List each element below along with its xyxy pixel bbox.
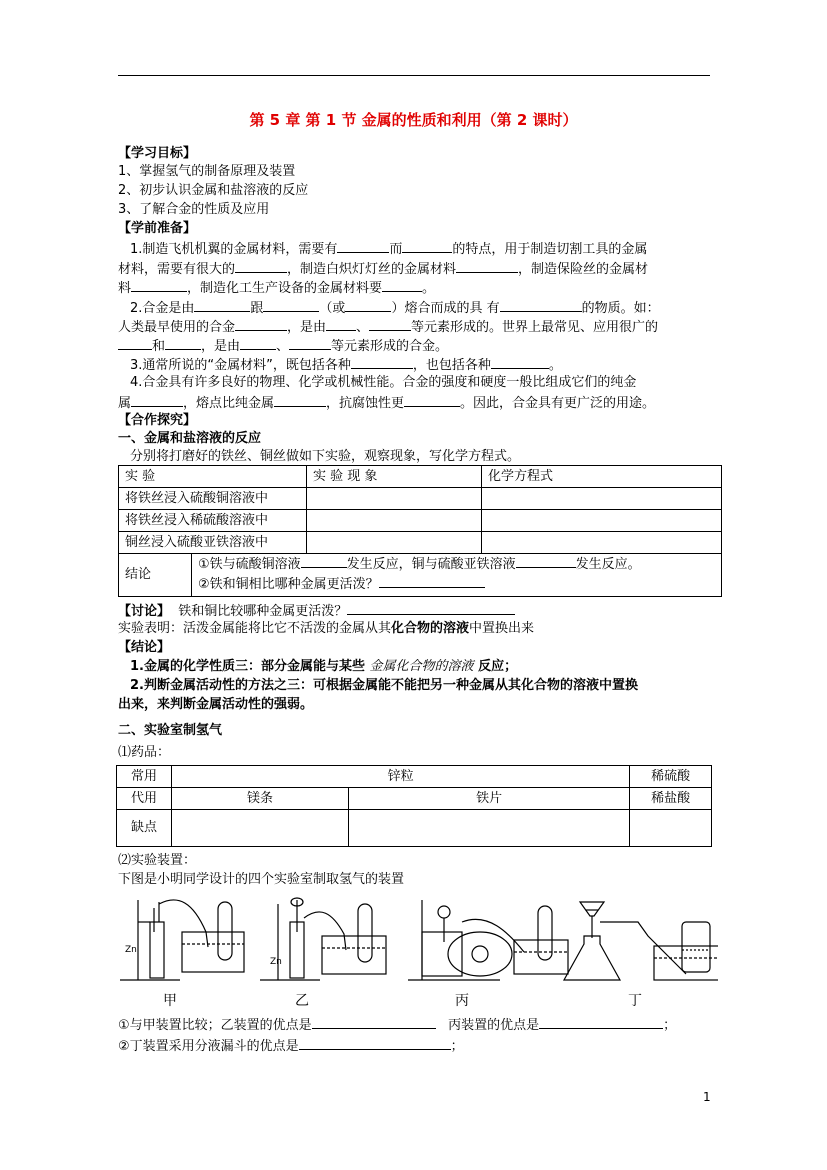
- table-cell-empty[interactable]: [172, 810, 349, 847]
- table-cell: 锌粒: [172, 766, 630, 788]
- table-cell: 稀硫酸: [630, 766, 712, 788]
- table-cell-empty[interactable]: [307, 532, 482, 554]
- table-header: 化学方程式: [482, 466, 722, 488]
- prep-q2-line3: 和 ，是由 、 等元素形成的合金。: [118, 337, 448, 355]
- goals-heading: 【学习目标】: [118, 146, 197, 161]
- table-cell: 镁条: [172, 788, 349, 810]
- table-cell: 稀盐酸: [630, 788, 712, 810]
- table-row: [117, 810, 712, 847]
- prep-q2-line1: 2.合金是由 跟 （或 ）熔合而成的具 有 的物质。如：: [130, 301, 660, 316]
- apparatus-bing: [408, 900, 568, 980]
- apparatus-ding: [564, 902, 718, 980]
- table-cell-empty[interactable]: [482, 510, 722, 532]
- table-cell: 常用: [117, 766, 172, 788]
- apparatus-yi: [260, 898, 386, 980]
- prep-q4-line2: 属 ，熔点比纯金属 ，抗腐蚀性更 。因此，合金具有更广泛的用途。: [118, 396, 656, 411]
- goal-item: 1、掌握氢气的制备原理及装置: [118, 164, 296, 179]
- conclusion-table: [118, 553, 722, 597]
- device-question-1: ①与甲装置比较；乙装置的优点是 丙装置的优点是 ；: [118, 1018, 677, 1033]
- drugs-table: [116, 765, 712, 847]
- apparatus-jia: [120, 900, 244, 980]
- page-number: 1: [703, 1090, 711, 1104]
- zn-label-yi: Zn: [270, 957, 282, 967]
- table-cell: 缺点: [117, 810, 172, 847]
- table-row: [117, 788, 712, 810]
- experiment-table: [118, 465, 722, 554]
- table-cell-empty[interactable]: [349, 810, 630, 847]
- discussion: 【讨论】 铁和铜比较哪种金属更活泼？: [118, 602, 515, 620]
- conclusion-label: 结论: [119, 554, 192, 597]
- page-title: 第 5 章 第 1 节 金属的性质和利用（第 2 课时）: [249, 111, 578, 129]
- prep-q4-line1: 4.合金具有许多良好的物理、化学或机械性能。合金的强度和硬度一般比组成它们的纯金: [130, 375, 637, 390]
- table-header-row: [119, 466, 722, 488]
- table-cell-empty[interactable]: [630, 810, 712, 847]
- table-cell: 铜丝浸入硫酸亚铁溶液中: [119, 532, 307, 554]
- goal-item: 2、初步认识金属和盐溶液的反应: [118, 183, 309, 198]
- figure-label: 甲: [163, 993, 177, 1009]
- table-row: [117, 766, 712, 788]
- table-cell-empty[interactable]: [482, 488, 722, 510]
- conclusion-1: 1.金属的化学性质三：部分金属能与某些 金属化合物的溶液 反应；: [130, 659, 518, 674]
- device-question-2: ②丁装置采用分液漏斗的优点是 ；: [118, 1039, 464, 1054]
- figure-label: 丙: [455, 993, 469, 1009]
- section-2-title: 二、实验室制氢气: [118, 723, 223, 738]
- device-intro: 下图是小明同学设计的四个实验室制取氢气的装置: [118, 872, 405, 887]
- coop-heading: 【合作探究】: [118, 413, 197, 428]
- table-cell: 将铁丝浸入稀硫酸溶液中: [119, 510, 307, 532]
- section-1-intro: 分别将打磨好的铁丝、铜丝做如下实验，观察现象，写化学方程式。: [130, 449, 521, 464]
- conclusion-2-line2: 出来，来判断金属活动性的强弱。: [118, 697, 314, 712]
- prep-q1-line3: 料 ，制造化工生产设备的金属材料要 。: [118, 281, 436, 296]
- drugs-label: ⑴药品：: [118, 745, 171, 760]
- conclusion-2-line1: 2.判断金属活动性的方法之三：可根据金属能不能把另一种金属从其化合物的溶液中置换: [130, 678, 638, 693]
- experiment-result: 实验表明：活泼金属能将比它不活泼的金属从其化合物的溶液中置换出来: [118, 621, 535, 636]
- conclusion-heading: 【结论】: [118, 640, 171, 655]
- apparatus-figures: [118, 892, 718, 992]
- prep-q2-line2: 人类最早使用的合金 ，是由 、 等元素形成的。世界上最常见、应用很广的: [118, 320, 659, 335]
- figure-label: 丁: [628, 993, 642, 1009]
- table-header: 实 验 现 象: [307, 466, 482, 488]
- conclusion-row: [119, 554, 722, 597]
- table-row: [119, 532, 722, 554]
- table-cell-empty[interactable]: [307, 510, 482, 532]
- table-header: 实 验: [119, 466, 307, 488]
- section-1-title: 一、金属和盐溶液的反应: [118, 431, 262, 446]
- table-cell: 将铁丝浸入硫酸铜溶液中: [119, 488, 307, 510]
- table-cell-empty[interactable]: [307, 488, 482, 510]
- prep-heading: 【学前准备】: [118, 221, 197, 236]
- prep-q3: 3.通常所说的“金属材料”，既包括各种 ，也包括各种 。: [130, 358, 562, 373]
- table-cell: 代用: [117, 788, 172, 810]
- zn-label-jia: Zn: [125, 945, 137, 955]
- header-rule: [118, 75, 710, 76]
- device-label: ⑵实验装置：: [118, 853, 197, 868]
- table-row: [119, 488, 722, 510]
- table-cell: 铁片: [349, 788, 630, 810]
- figure-label: 乙: [295, 993, 309, 1009]
- prep-q1-line2: 材料，需要有很大的 ，制造白炽灯灯丝的金属材料 ，制造保险丝的金属材: [118, 262, 649, 277]
- conclusion-cell: ①铁与硫酸铜溶液 发生反应，铜与硫酸亚铁溶液 发生反应。 ②铁和铜相比哪种金属更活泼？: [192, 554, 722, 597]
- prep-q1-line1: 1.制造飞机机翼的金属材料，需要有 而 的特点，用于制造切割工具的金属: [130, 242, 648, 257]
- table-row: [119, 510, 722, 532]
- goal-item: 3、了解合金的性质及应用: [118, 202, 270, 217]
- table-cell-empty[interactable]: [482, 532, 722, 554]
